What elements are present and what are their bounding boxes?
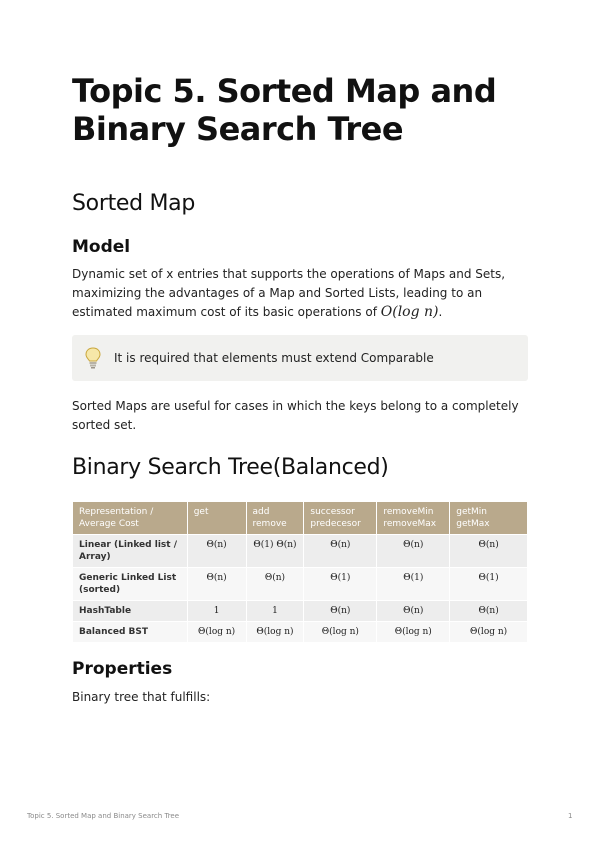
callout-text: It is required that elements must extend Comparable	[114, 351, 434, 365]
properties-paragraph: Binary tree that fulfills:	[72, 690, 211, 704]
table-cell: Θ(log n)	[450, 622, 528, 643]
table-cell: Θ(1) Θ(n)	[246, 535, 304, 568]
table-cell: Θ(log n)	[246, 622, 304, 643]
table-cell: Θ(n)	[304, 535, 377, 568]
usage-paragraph: Sorted Maps are useful for cases in which the keys belong to a completely sorted set.	[72, 399, 519, 432]
table-row-label: Generic Linked List (sorted)	[73, 568, 188, 601]
table-cell: Θ(1)	[450, 568, 528, 601]
table-row-label: Linear (Linked list / Array)	[73, 535, 188, 568]
model-tail: .	[438, 305, 443, 319]
table-header-cell: add remove	[246, 502, 304, 535]
table-header-cell: getMin getMax	[450, 502, 528, 535]
table-header-cell: removeMin removeMax	[377, 502, 450, 535]
model-math: O(log n)	[380, 304, 439, 320]
table-cell: Θ(n)	[304, 601, 377, 622]
footer-page-number: 1	[568, 812, 573, 820]
table-cell: Θ(n)	[450, 601, 528, 622]
table-cell: 1	[187, 601, 246, 622]
table-cell: Θ(n)	[450, 535, 528, 568]
model-text: Dynamic set of x entries that supports the operations of Maps and Sets, maximizing the advantages of a Map and Sorted Lists, leading to an estimated maximum cost of its basic operations of	[72, 267, 506, 319]
model-paragraph	[72, 265, 528, 322]
section-heading-bst: Binary Search Tree(Balanced)	[72, 455, 389, 480]
table-header-row	[73, 502, 528, 535]
subheading-model: Model	[72, 237, 131, 257]
table-row	[73, 535, 528, 568]
footer-title: Topic 5. Sorted Map and Binary Search Tree	[27, 812, 180, 820]
table-cell: Θ(n)	[187, 568, 246, 601]
table-cell: Θ(n)	[187, 535, 246, 568]
table-header-cell: successor predecesor	[304, 502, 377, 535]
complexity-table	[72, 501, 528, 643]
table-cell: Θ(n)	[377, 601, 450, 622]
table-cell: Θ(1)	[304, 568, 377, 601]
callout-box	[72, 335, 528, 381]
table-row-label: HashTable	[73, 601, 188, 622]
table-cell: Θ(1)	[377, 568, 450, 601]
table-row	[73, 622, 528, 643]
table-cell: Θ(log n)	[304, 622, 377, 643]
table-cell: Θ(log n)	[377, 622, 450, 643]
table-cell: Θ(n)	[246, 568, 304, 601]
section-heading-sorted-map: Sorted Map	[72, 191, 196, 216]
table-cell: 1	[246, 601, 304, 622]
page-title: Topic 5. Sorted Map and Binary Search Tree	[72, 72, 497, 148]
table-header-cell: get	[187, 502, 246, 535]
table-cell: Θ(log n)	[187, 622, 246, 643]
lightbulb-icon	[72, 347, 114, 369]
table-row	[73, 568, 528, 601]
table-header-cell: Representation / Average Cost	[73, 502, 188, 535]
table-row-label: Balanced BST	[73, 622, 188, 643]
subheading-properties: Properties	[72, 659, 173, 679]
table-cell: Θ(n)	[377, 535, 450, 568]
table-row	[73, 601, 528, 622]
